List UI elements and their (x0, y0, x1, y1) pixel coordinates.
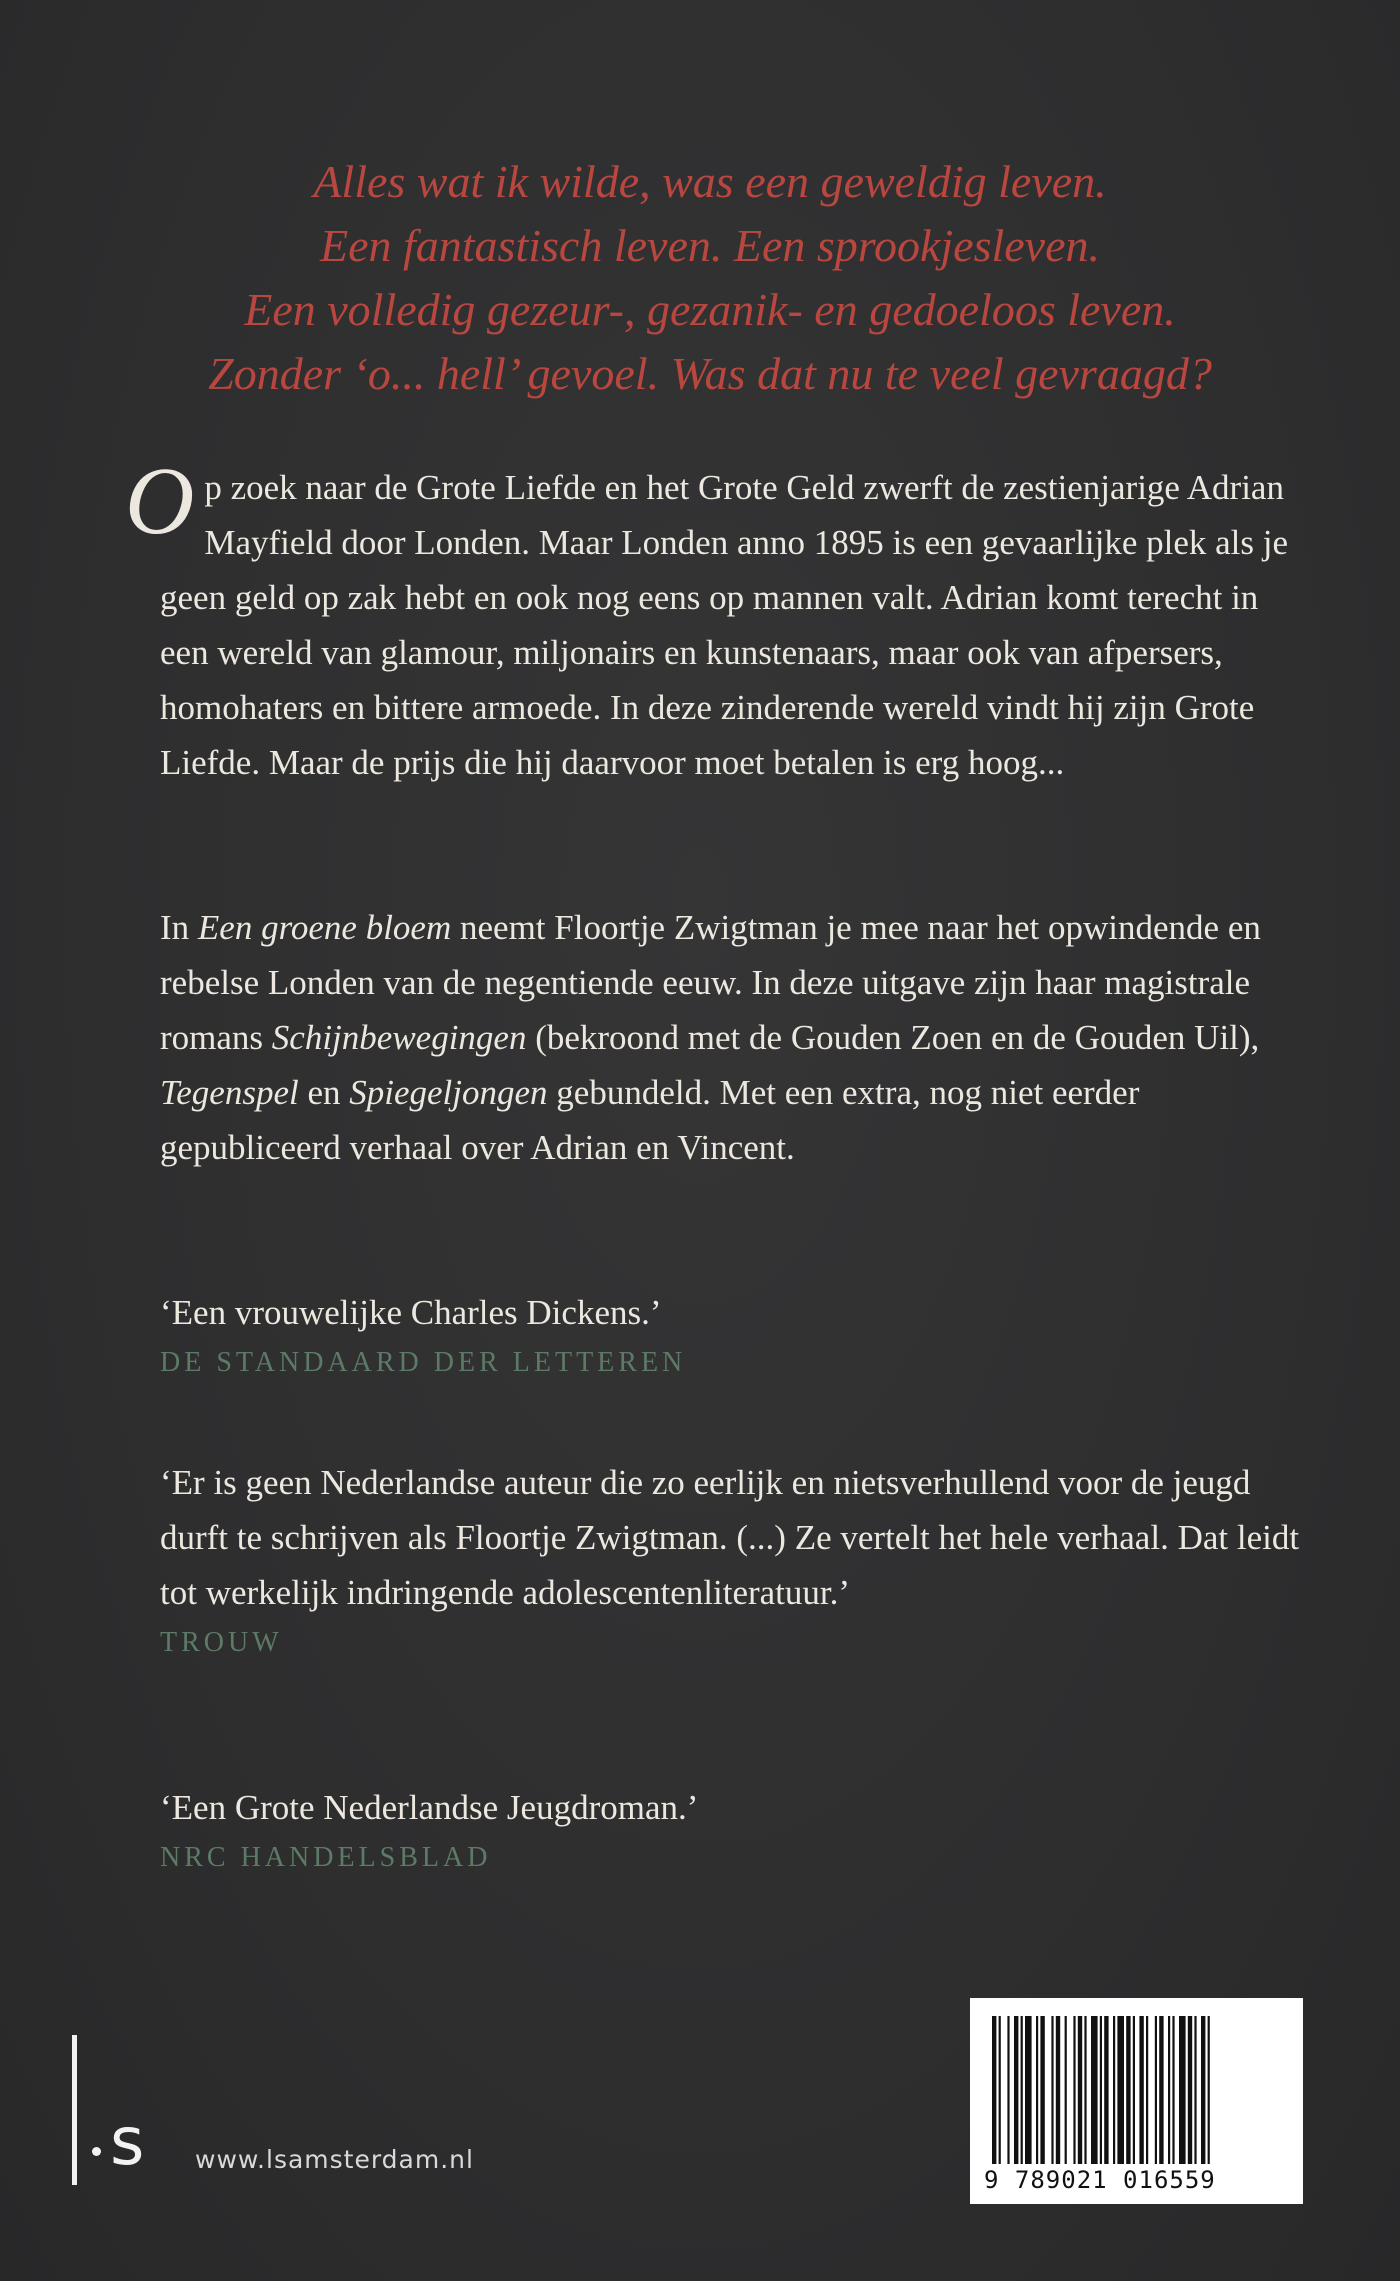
barcode-bar (992, 2016, 996, 2164)
text-run: (bekroond met de Gouden Zoen en de Gouden Uil), (526, 1018, 1260, 1057)
quote-text: ‘Een vrouwelijke Charles Dickens.’ (160, 1293, 662, 1332)
barcode-bar (1208, 2016, 1210, 2164)
barcode-bar (1188, 2016, 1192, 2164)
quote-text: ‘Er is geen Nederlandse auteur die zo eerlijk en nietsverhullend voor de jeugd durft te schrijven als Floortje Zwigtman. (...) Ze vertelt het hele verhaal. Dat leidt tot werkelijk indringende adolescentenliteratuur.’ (160, 1463, 1300, 1612)
blurb-paragraph-1-text: p zoek naar de Grote Liefde en het Grote Geld zwerft de zestienjarige Adrian Mayfield door Londen. Maar Londen anno 1895 is een gevaarlijke plek als je geen geld op zak hebt en ook nog eens op mannen valt. Adrian komt terecht in een wereld van glamour, miljonairs en kunstenaars, maar ook van afpersers, homohaters en bittere armoede. In deze zinderende wereld vindt hij zijn Grote Liefde. Maar de prijs die hij daarvoor moet betalen is erg hoog... (160, 468, 1289, 782)
logo-dot (92, 2147, 101, 2156)
quote-text: ‘Een Grote Nederlandse Jeugdroman.’ (160, 1788, 699, 1827)
quote-source: DE STANDAARD DER LETTEREN (160, 1347, 687, 1378)
barcode-bar (1133, 2016, 1135, 2164)
quote-source: NRC HANDELSBLAD (160, 1842, 492, 1873)
barcode-bar (1007, 2016, 1009, 2164)
barcode-bar (1113, 2016, 1115, 2164)
barcode-bar (1139, 2016, 1143, 2164)
publisher-logo (62, 2035, 172, 2185)
barcode-bar (1100, 2016, 1102, 2164)
barcode-bar (1040, 2016, 1044, 2164)
text-run: In (160, 908, 198, 947)
barcode-bar (1073, 2016, 1075, 2164)
barcode-bar (1146, 2016, 1148, 2164)
barcode-bar (1051, 2016, 1053, 2164)
barcode-bar (1168, 2016, 1170, 2164)
publisher-website: www.lsamsterdam.nl (195, 2145, 474, 2174)
tagline-line: Een fantastisch leven. Een sprookjesleven. (319, 220, 1101, 271)
tagline (180, 150, 1240, 406)
book-title: Schijnbewegingen (271, 1018, 527, 1057)
text-run: en (298, 1073, 350, 1112)
barcode-bar (1021, 2016, 1023, 2164)
isbn-barcode (970, 1998, 1303, 2204)
barcode-bar (1014, 2016, 1018, 2164)
barcode-bar (1084, 2016, 1086, 2164)
book-title: Spiegeljongen (349, 1073, 548, 1112)
barcode-bar (1159, 2016, 1163, 2164)
logo-bar (72, 2035, 77, 2185)
barcode-bar (1036, 2016, 1038, 2164)
barcode-digits: 9 789021 016559 (984, 2166, 1216, 2194)
barcode-bars (992, 2016, 1282, 2166)
review-quote (160, 1285, 1310, 1386)
barcode-bar (1078, 2016, 1082, 2164)
barcode-bar (1091, 2016, 1098, 2164)
barcode-bar (1201, 2016, 1205, 2164)
barcode-bar (1126, 2016, 1130, 2164)
barcode-bar (1056, 2016, 1060, 2164)
book-title: Een groene bloem (197, 908, 452, 947)
book-title: Tegenspel (160, 1073, 299, 1112)
blurb-paragraph-2 (160, 900, 1310, 1175)
review-quote (160, 1455, 1310, 1666)
text-run: gebundeld. Met een extra, nog niet eerder gepubliceerd verhaal over Adrian en Vincent. (160, 1073, 1140, 1167)
barcode-bar (1104, 2016, 1108, 2164)
tagline-line: Een volledig gezeur-, gezanik- en gedoeloos leven. (244, 284, 1176, 335)
barcode-bar (1117, 2016, 1124, 2164)
tagline-line: Zonder ‘o... hell’ gevoel. Was dat nu te veel gevraagd? (208, 348, 1212, 399)
blurb-paragraph-1 (125, 447, 1310, 790)
barcode-bar (1065, 2016, 1067, 2164)
quote-source: TROUW (160, 1627, 283, 1658)
barcode-bar (1172, 2016, 1174, 2164)
barcode-bar (999, 2016, 1001, 2164)
barcode-bar (1194, 2016, 1196, 2164)
barcode-bar (1155, 2016, 1157, 2164)
review-quote (160, 1780, 1310, 1881)
barcode-bar (1179, 2016, 1186, 2164)
barcode-bar (1025, 2016, 1032, 2164)
logo-letter: s (110, 2103, 145, 2180)
drop-cap: O (125, 447, 195, 554)
text-run: neemt Floortje Zwigtman je mee naar het opwindende en rebelse Londen van de negentiende eeuw. In deze uitgave zijn haar magistrale romans (160, 908, 1261, 1057)
tagline-line: Alles wat ik wilde, was een geweldig leven. (313, 156, 1107, 207)
